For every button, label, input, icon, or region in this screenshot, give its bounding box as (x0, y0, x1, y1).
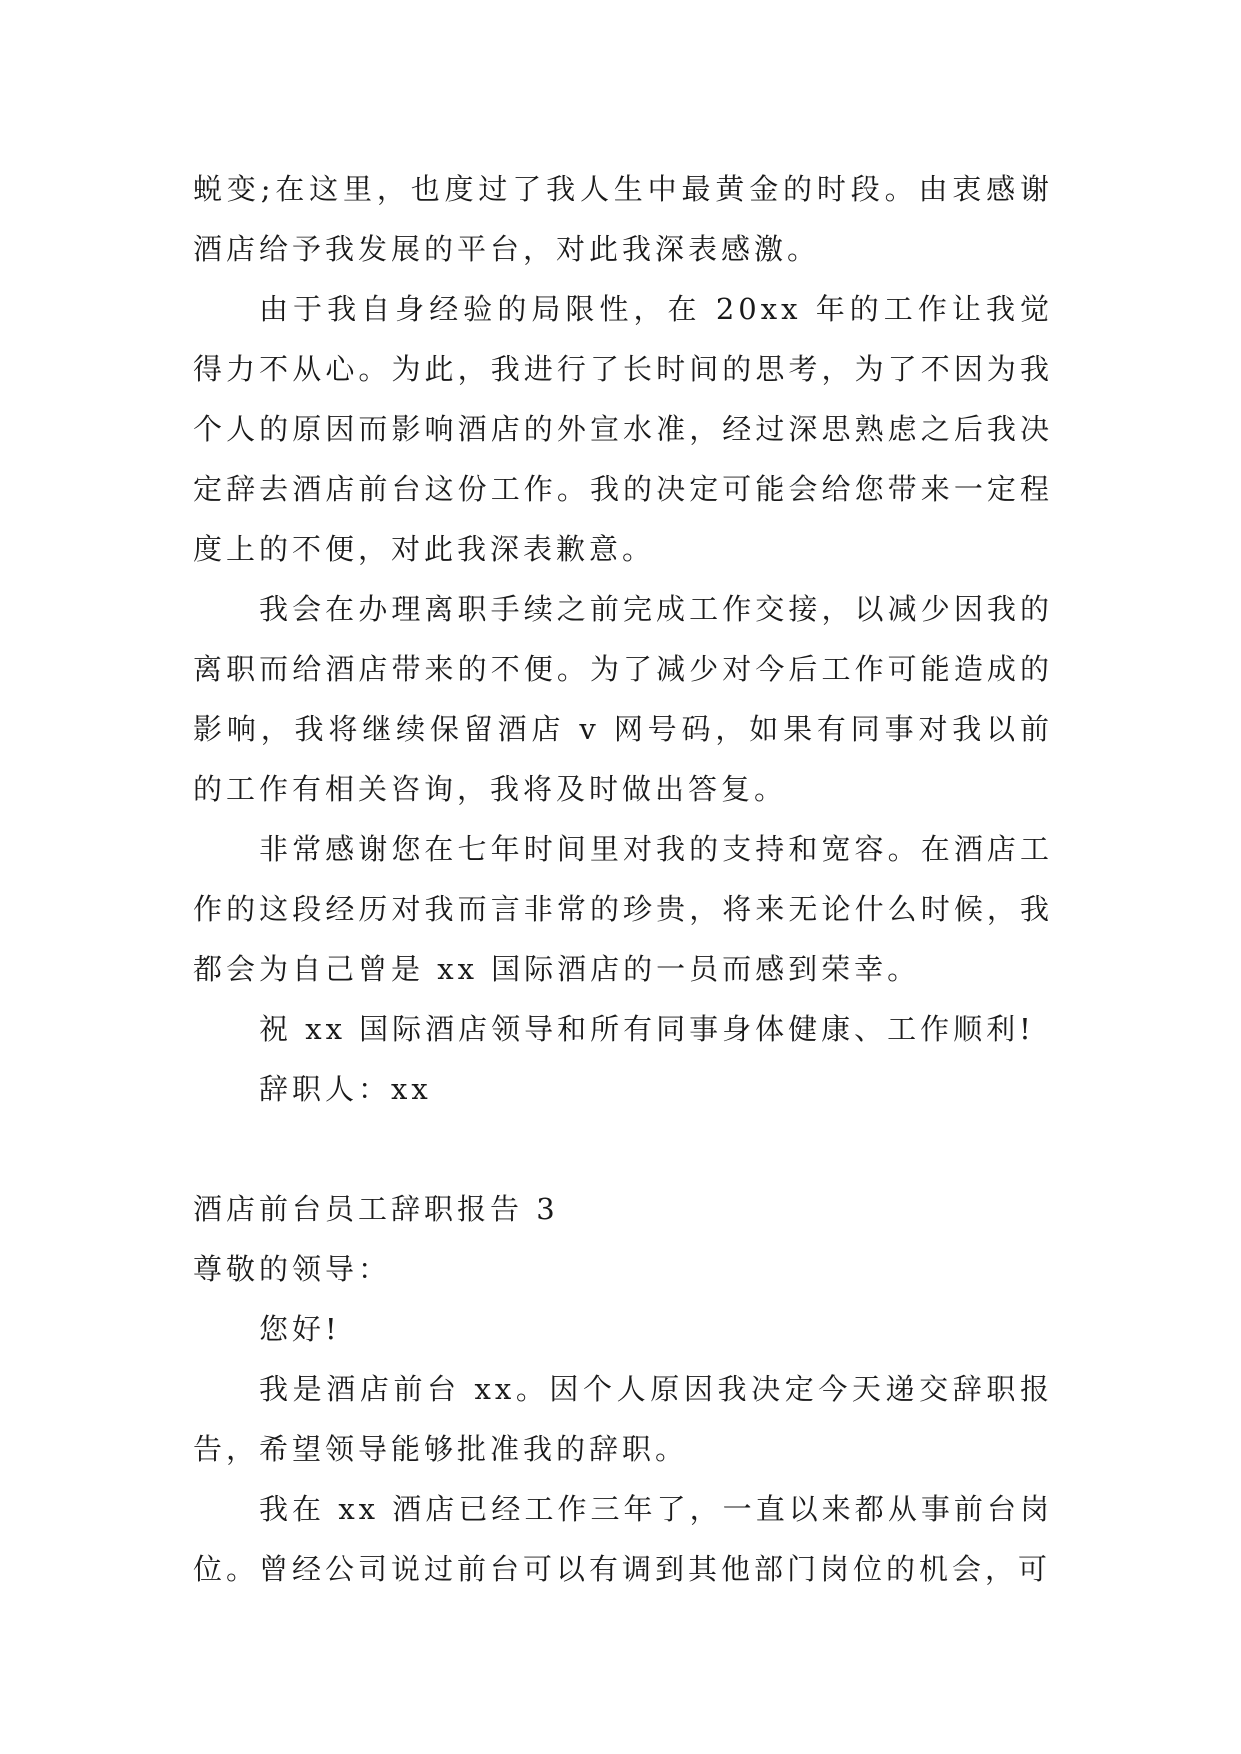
paragraph-3: 我会在办理离职手续之前完成工作交接，以减少因我的离职而给酒店带来的不便。为了减少对今后工作可能造成的影响，我将继续保留酒店 v 网号码，如果有同事对我以前的工作有相关咨询，我将及时做出答复。 (193, 592, 1053, 806)
paragraph-4: 非常感谢您在七年时间里对我的支持和宽容。在酒店工作的这段经历对我而言非常的珍贵，将来无论什么时候，我都会为自己曾是 xx 国际酒店的一员而感到荣幸。 (193, 832, 1053, 986)
closing-wish: 祝 xx 国际酒店领导和所有同事身体健康、工作顺利! (259, 1012, 1035, 1046)
greeting: 您好! (259, 1312, 341, 1346)
section-gap (193, 1119, 1053, 1179)
paragraph-1: 蜕变;在这里，也度过了我人生中最黄金的时段。由衷感谢酒店给予我发展的平台，对此我深表感激。 (193, 172, 1053, 266)
paragraph-2: 由于我自身经验的局限性，在 20xx 年的工作让我觉得力不从心。为此，我进行了长时间的思考，为了不因为我个人的原因而影响酒店的外宣水准，经过深思熟虑之后我决定辞去酒店前台这份工作。我的决定可能会给您带来一定程度上的不便，对此我深表歉意。 (193, 292, 1053, 566)
paragraph-5: 我是酒店前台 xx。因个人原因我决定今天递交辞职报告，希望领导能够批准我的辞职。 (193, 1372, 1053, 1466)
salutation: 尊敬的领导： (193, 1252, 392, 1286)
signature-line: 辞职人：xx (259, 1072, 432, 1106)
document-body (193, 159, 1053, 1599)
section-title: 酒店前台员工辞职报告 3 (193, 1192, 559, 1226)
paragraph-6: 我在 xx 酒店已经工作三年了，一直以来都从事前台岗位。曾经公司说过前台可以有调到其他部门岗位的机会，可 (193, 1492, 1053, 1586)
